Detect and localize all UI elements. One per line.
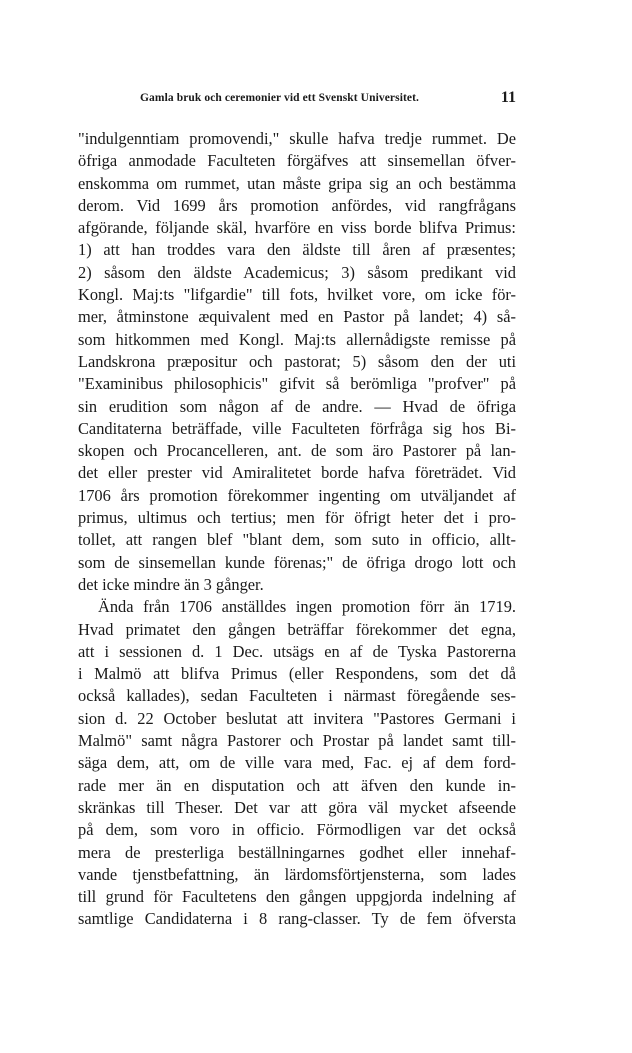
text-line: det eller prester vid Amiralitetet borde hafva företrädet. Vid	[78, 463, 516, 483]
body-text	[78, 128, 516, 931]
text-line: att i sessionen d. 1 Dec. utsägs en af de Tyska Pastorerna	[78, 641, 516, 661]
text-line: mer, åtminstone æquivalent med en Pastor på landet; 4) så-	[78, 307, 516, 327]
text-line: Landskrona præpositur och pastorat; 5) såsom den der uti	[78, 351, 516, 371]
text-line: i Malmö att blifva Primus (eller Respondens, som det då	[78, 664, 516, 684]
text-line: derom. Vid 1699 års promotion anfördes, vid rangfrågans	[78, 195, 516, 215]
text-line: som hitkommen med Kongl. Maj:ts allernådigste remisse på	[78, 329, 516, 349]
text-line: primus, ultimus och tertius; men för öfrigt heter det i pro-	[78, 508, 516, 528]
text-line: mera de presterliga beställningarnes godhet eller innehaf-	[78, 842, 516, 862]
text-line: Malmö" samt några Pastorer och Prostar på landet samt till-	[78, 731, 516, 751]
running-header	[78, 89, 516, 110]
text-line: också kallades), sedan Faculteten i närmast föregående ses-	[78, 686, 516, 706]
text-line: säga dem, att, om de ville vara med, Fac. ej af dem ford-	[78, 753, 516, 773]
text-line: vande tjenstbefattning, än lärdomsförtjensterna, som lades	[78, 864, 516, 884]
text-line: det icke mindre än 3 gånger.	[78, 574, 264, 594]
text-line: Hvad primatet den gången beträffar förekommer det egna,	[78, 619, 516, 639]
text-line: tollet, att rangen blef "blant dem, som suto in officio, allt-	[78, 530, 516, 550]
text-line: afgörande, följande skäl, hvarföre en viss borde blifva Primus:	[78, 218, 516, 238]
paragraph-1	[78, 128, 516, 596]
text-line: 2) såsom den äldste Academicus; 3) såsom predikant vid	[78, 262, 516, 282]
text-line: som de sinsemellan kunde förenas;" de öfriga drogo lott och	[78, 552, 516, 572]
text-line: på dem, som voro in officio. Förmodligen var det också	[78, 820, 516, 840]
text-line: "Examinibus philosophicis" gifvit så berömliga "profver" på	[78, 374, 516, 394]
text-line: "indulgenntiam promovendi," skulle hafva tredje rummet. De	[78, 129, 516, 148]
text-line: öfriga anmodade Faculteten förgäfves att sinsemellan öfver-	[78, 151, 516, 171]
text-line: sion d. 22 October beslutat att invitera "Pastores Germani i	[78, 708, 516, 728]
text-line: 1) att han troddes vara den äldste till åren af præsentes;	[78, 240, 516, 260]
text-line: skränkas till Theser. Det var att göra väl mycket afseende	[78, 797, 516, 817]
text-line: till grund för Facultetens den gången uppgjorda indelning af	[78, 887, 516, 907]
text-line: sin erudition som någon af de andre. — Hvad de öfriga	[78, 396, 516, 416]
text-line: Canditaterna beträffade, ville Faculteten förfråga sig hos Bi-	[78, 418, 516, 438]
paragraph-2	[78, 596, 516, 930]
page-number: 11	[500, 89, 516, 106]
text-line: enskomma om rummet, utan måste gripa sig an och bestämma	[78, 173, 516, 193]
text-line: rade mer än en disputation och att äfven den kunde in-	[78, 775, 516, 795]
text-line: Kongl. Maj:ts "lifgardie" till fots, hvilket vore, om icke för-	[78, 285, 516, 305]
text-line: Ända från 1706 anställdes ingen promotion förr än 1719.	[98, 597, 516, 617]
text-line: skopen och Procancelleren, ant. de som äro Pastorer på lan-	[78, 441, 516, 461]
text-line: samtlige Candidaterna i 8 rang-classer. Ty de fem öfversta	[78, 909, 516, 929]
text-line: 1706 års promotion förekommer ingenting om utväljandet af	[78, 485, 516, 505]
running-title: Gamla bruk och ceremonier vid ett Svenskt Universitet.	[140, 92, 420, 104]
